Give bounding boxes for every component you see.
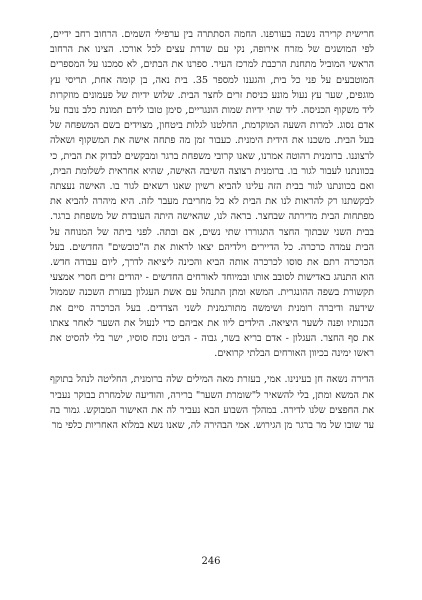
paragraph-2: הדירה נשאה חן בעינינו. אמי, בעזרת מאה המילים שלה ברומנית, החליטה לנהל בתוקף את המשא ומתן, בלי להשאיר ל"שומרת השער" ברירה, והודיעה שלמחרת בבוקר נעביר את החפצים שלנו לדירה. במהלך השבוע הבא נעביר לה את האישור המבוקש. גמור בה עד שובו של מר ברגר מן הגירוש. אמי הבהירה לה, שאנו נשא במלוא האחריות כלפי מר <box>50 374 374 432</box>
page-number: 246 <box>201 556 221 567</box>
page-body <box>50 27 374 433</box>
paragraph-1: חרישית קרירה נשבה בעורפנו. החמה הסתתרה בין ערפילי השמים. הרחוב רחב ידיים, לפי המושגים של מזרח אירופה, נקי עם שדרת עצים לכל אורכו. הצינו את הרחוב הראשי המוביל מתחנת הרכבת למרכז העיר. ספרנו את הבתים, לא סמכנו על המספרים המוטבעים על פני כל בית, והגענו למספר 35. בית נאה, בן קומה אחת, תריסי עץ מוגפים, שער עץ נעול מונע כניסת זרים לחצר הבית. שלוש ידיות של פעמונים מוזקרות ליד משקוף הכניסה. ליד שתי ידיות שמות הונגריים, סימן טובו לידם תמונת כלב נובח על אדם נסוג. למרות השעה המוקדמת, החלטנו לגלות ביטחון, מצוידים בשם המשפחה של בעל הבית. משכנו את הידית הימנית. כעבור זמן מה פתחה אישה את המשקוף ושאלה לרצוננו. ברומנית רהוטה אמרנו, שאנו קרובי משפחת ברגר ומבקשים לבדוק את הבית, כי בכוונתנו לעבור לגור בו. ברומנית רצוצה השיבה האישה, שהיא אחראית לשלומת הבית, ואם בכוונתנו לגור בבית הזה עלינו להביא רשיון שאנו רשאים לגור בו. האישה נעצתה לבקשתנו רק להראות לנו את הבית לא כל מחריבת מעבר לזה. היא מיהרה להביא את מפתחות הבית מדירתה שבחצר. בראה לנו, שהאישה היתה העובדת של משפחת ברגר. בבית השני שבתוך החצר התגוררו שתי נשים, אם ובתה. לפני ביתה של המנוחה על הבית עמדה כרכרה. כל הדיירים וילדיהם יצאו לראות את ה"כובשים" החדשים. בעל הכרכרה רתם את סוסו לכרכרה אותה הביא והכינה ליציאה לדרך, ליום עבודה חדש. הוא התנהג באדישות לסובב אותו ובמיוחד לאורחים החדשים - יהודים זרים חסרי אמצעי תקשורת בשפה ההונגרית. המשא ומתן התנהל עם אשת העגלון בעזרת השכנה שממול שידעה ודיברה רומנית ושימשה מתורגמנית לשני הצדדים. בעל הכרכרה סיים את הכנותיו ופנה לשער היציאה. הילדים ליוו את אביהם כדי לנעול את השער לאחר צאתו את סף החצר. העגלון - אדם בריא בשר, גבוה - הביט נוכח סוסיו, ישר בלי להסיט את ראשו ימינה בכיוון האורחים הבלתי קרואים. <box>50 29 374 360</box>
